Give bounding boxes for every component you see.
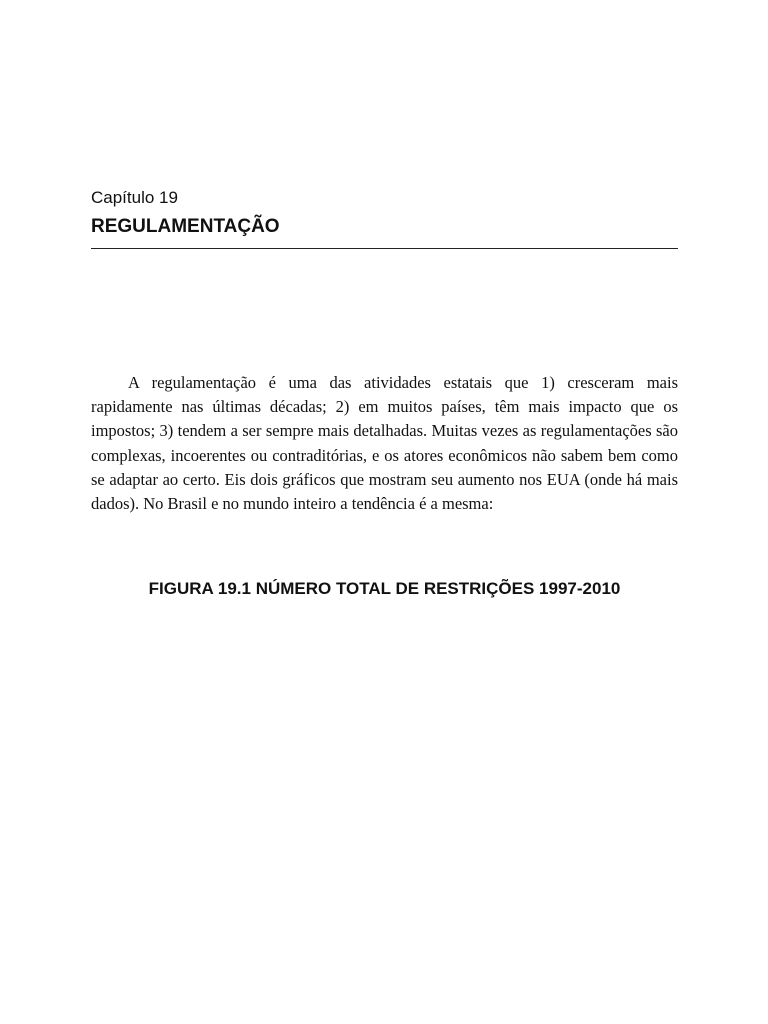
title-divider bbox=[91, 248, 678, 249]
figure-caption: FIGURA 19.1 NÚMERO TOTAL DE RESTRIÇÕES 1997-2010 bbox=[148, 579, 621, 598]
chapter-title: REGULAMENTAÇÃO bbox=[91, 216, 280, 237]
body-paragraph: A regulamentação é uma das atividades estatais que 1) cresceram mais rapidamente nas últimas décadas; 2) em muitos países, têm mais impacto que os impostos; 3) tendem a ser sempre mais detalhadas. Muitas vezes as regulamentações são complexas, incoerentes ou contraditórias, e os atores econômicos não sabem bem como se adaptar ao certo. Eis dois gráficos que mostram seu aumento nos EUA (onde há mais dados). No Brasil e no mundo inteiro a tendência é a mesma: bbox=[91, 373, 678, 514]
chapter-label: Capítulo 19 bbox=[91, 188, 178, 207]
